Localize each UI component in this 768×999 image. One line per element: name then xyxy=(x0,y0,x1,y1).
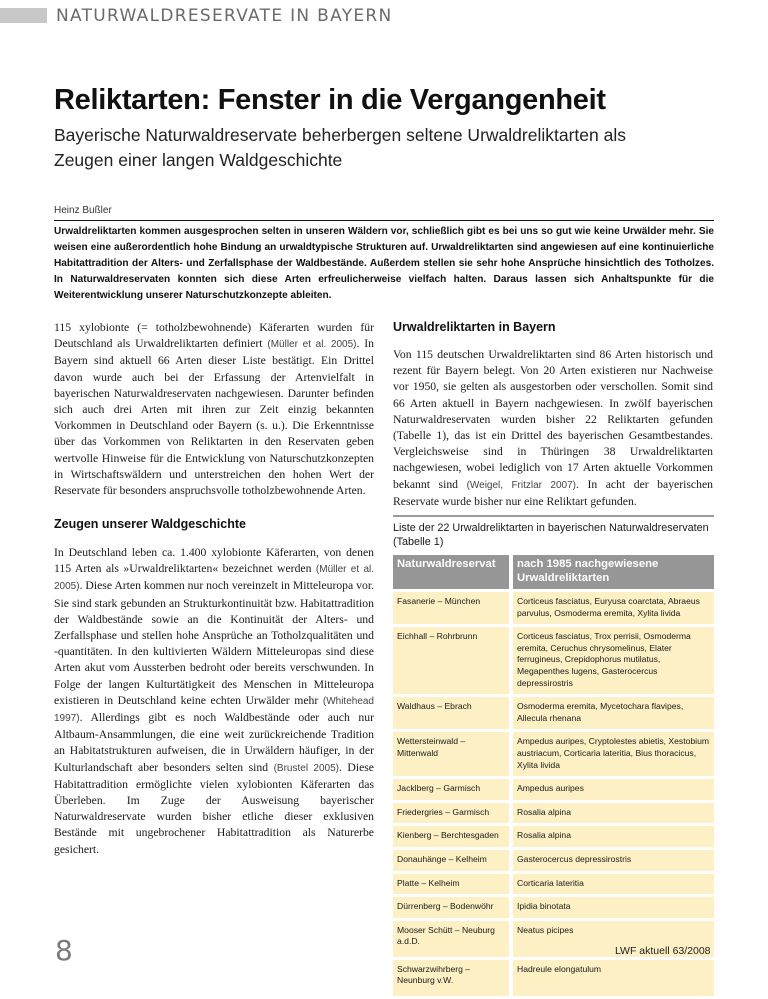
species-cell: Neatus picipes xyxy=(513,921,714,957)
reserve-cell: Jacklberg – Garmisch xyxy=(393,779,513,800)
author-name: Heinz Bußler xyxy=(54,205,112,216)
bayern-paragraph xyxy=(393,347,713,510)
reserve-cell: Friedergries – Garmisch xyxy=(393,803,513,824)
reserve-cell: Eichhall – Rohrbrunn xyxy=(393,627,513,694)
species-cell: Rosalia alpina xyxy=(513,803,714,824)
species-cell: Ampedus auripes, Cryptolestes abietis, Xestobium austriacum, Corticaria lateritia, Bius thoracicus, Xylita livida xyxy=(513,732,714,776)
relict-species-table-block xyxy=(393,515,714,999)
reserve-cell: Schwarzwihrberg – Neunburg v.W. xyxy=(393,960,513,996)
reserve-cell: Mooser Schütt – Neuburg a.d.D. xyxy=(393,921,513,957)
species-cell: Osmoderma eremita, Mycetochara flavipes, Allecula rhenana xyxy=(513,697,714,729)
table-row xyxy=(393,697,714,729)
intro-text-b: . In Bayern sind aktuell 66 Arten dieser Liste bestätigt. Ein Drittel davon wurde auch bei der Erfassung der Artenvielfalt in bayerischen Naturwaldreservaten nachgewiesen. Darunter befinden sich auch drei Arten mit ihren zur Zeit einzig bekannten Vorkommen in Deutschland oder Bayern (s. u.). Die Erkenntnisse über das Vorkommen von Reliktarten in den Reservaten geben wertvolle Hinweise für die Entwicklung von Naturschutzkonzepten in Wirtschaftswäldern und unterstreichen den hohen Wert der Reservate für besonders anspruchsvolle totholzbewohnende Arten. xyxy=(54,337,374,498)
section-heading-waldgeschichte: Zeugen unserer Waldgeschichte xyxy=(54,517,246,531)
body-text: . Diese Habitattradition ermöglichte vielen xylobionten Käferarten das Überleben. Im Zuge der Ausweisung bayerischer Naturwaldreservate wurden bisher etliche dieser exklusiven Bestände mit ungebrochener Habitattradition als Naturerbe gesichert. xyxy=(54,760,374,856)
publication-footer: LWF aktuell 63/2008 xyxy=(615,945,711,957)
page-number: 8 xyxy=(55,934,73,967)
body-text: In Deutschland leben ca. 1.400 xylobionte Käferarten, von denen 115 Arten als »Urwaldreliktarten« bezeichnet werden xyxy=(54,546,374,576)
table-row xyxy=(393,826,714,847)
article-title: Reliktarten: Fenster in die Vergangenheit xyxy=(54,84,606,116)
species-cell: Ampedus auripes xyxy=(513,779,714,800)
column-header-species: nach 1985 nachgewiesene Urwaldreliktarten xyxy=(513,555,714,589)
reserve-cell: Platte – Kelheim xyxy=(393,874,513,895)
table-row xyxy=(393,592,714,624)
citation: (Weigel, Fritzlar 2007) xyxy=(466,479,576,491)
header-decorative-bar xyxy=(0,8,47,23)
reserve-cell: Dürrenberg – Bodenwöhr xyxy=(393,897,513,918)
body-text: . Allerdings gibt es noch Waldbestände oder auch nur Altbaum-Ansammlungen, die eine weit zurückreichende Tradition an Habitatstrukturen aufweisen, die in Urwäldern häufiger, in der Kulturlandschaft aber besonders selten sind xyxy=(54,711,374,774)
species-cell: Corticeus fasciatus, Trox perrisii, Osmoderma eremita, Ceruchus chrysomelinus, Elater ferrugineus, Crepidophorus mutilatus, Megapenthes lugens, Gasterocercus depressirostris xyxy=(513,627,714,694)
article-subtitle: Bayerische Naturwaldreservate beherbergen seltene Urwaldreliktarten als Zeugen einer langen Waldgeschichte xyxy=(54,125,626,170)
section-heading-bayern: Urwaldreliktarten in Bayern xyxy=(393,320,556,334)
citation: (Brustel 2005) xyxy=(273,762,339,774)
intro-text-a: 115 xylobionte (= totholzbewohnende) Käferarten wurden für Deutschland als Urwaldreliktarten definiert xyxy=(54,321,374,351)
table-top-divider xyxy=(393,515,714,517)
table-row xyxy=(393,803,714,824)
citation: (Müller et al. 2005) xyxy=(267,339,357,351)
species-cell: Corticaria lateritia xyxy=(513,874,714,895)
body-text: . In acht der bayerischen Reservate wurde bisher nur eine Reliktart gefunden. xyxy=(393,477,713,508)
section-kicker: NATURWALDRESERVATE IN BAYERN xyxy=(56,6,393,26)
species-cell: Gasterocercus depressirostris xyxy=(513,850,714,871)
reserve-cell: Donauhänge – Kelheim xyxy=(393,850,513,871)
article-abstract: Urwaldreliktarten kommen ausgesprochen selten in unseren Wäldern vor, schließlich gibt es bei uns so gut wie keine Urwälder mehr. Sie weisen eine außerordentlich hohe Bindung an urwaldtypische Strukturen auf. Urwaldreliktarten sind angewiesen auf eine kontinuierliche Habitattradition der Alters- und Zerfallsphase der Waldbestände. Außerdem stellen sie sehr hohe Ansprüche hinsichtlich des Totholzes. In Naturwaldreservaten konnten sich diese Arten erfreulicherweise vielfach halten. Daraus lassen sich Anhaltspunkte für die Weiterentwicklung unserer Naturschutzkonzepte ableiten. xyxy=(54,226,714,301)
table-row xyxy=(393,874,714,895)
table-row xyxy=(393,960,714,996)
table-row xyxy=(393,732,714,776)
relict-species-table xyxy=(393,552,714,999)
species-cell: Hadreule elongatulum xyxy=(513,960,714,996)
table-row xyxy=(393,897,714,918)
table-row xyxy=(393,627,714,694)
reserve-cell: Wettersteinwald – Mittenwald xyxy=(393,732,513,776)
author-divider xyxy=(54,220,714,221)
body-text: . Diese Arten kommen nur noch vereinzelt in Mitteleuropa vor. Sie sind stark gebunden an Strukturkontinuität bzw. Habitattradition der Waldbestände sowie an die Kontinuität der Alters- und Zerfallsphase und stellen hohe Ansprüche an Totholzqualitäten und -quantitäten. In den kultivierten Wäldern Mitteleuropas sind diese Arten akut vom Aussterben bedroht oder bereits verschwunden. In Folge der langen Kulturtätigkeit des Menschen in Mitteleuropa existieren in Deutschland keine echten Urwälder mehr xyxy=(54,579,374,707)
species-cell: Ipidia binotata xyxy=(513,897,714,918)
body-text: Von 115 deutschen Urwaldreliktarten sind 86 Arten historisch und rezent für Bayern belegt. Von 20 Arten existieren nur Nachweise vor 1950, sie gelten als ausgestorben oder verschollen. Somit sind 66 Arten aktuell in Bayern nachgewiesen. In zwölf bayerischen Naturwaldreservaten wurden bisher 22 Reliktarten gefunden (Tabelle 1), das ist ein Drittel des bayerischen Gesamtbestandes. Vergleichsweise sind in Thüringen 38 Urwaldreliktarten nachgewiesen, wobei lediglich von 17 Arten aktuelle Vorkommen bekannt sind xyxy=(393,348,713,491)
table-row xyxy=(393,850,714,871)
reserve-cell: Kienberg – Berchtesgaden xyxy=(393,826,513,847)
species-cell: Corticeus fasciatus, Euryusa coarctata, Abraeus parvulus, Osmoderma eremita, Xylita livida xyxy=(513,592,714,624)
citation: (Whitehead 1997) xyxy=(54,695,374,725)
waldgeschichte-paragraph xyxy=(54,545,374,858)
reserve-cell: Fasanerie – München xyxy=(393,592,513,624)
citation: (Müller et al. 2005) xyxy=(54,564,375,593)
table-row xyxy=(393,779,714,800)
table-caption: Liste der 22 Urwaldreliktarten in bayerischen Naturwaldreservaten (Tabelle 1) xyxy=(393,522,709,548)
reserve-cell: Waldhaus – Ebrach xyxy=(393,697,513,729)
species-cell: Rosalia alpina xyxy=(513,826,714,847)
column-header-reserve: Naturwaldreservat xyxy=(393,555,513,589)
intro-paragraph xyxy=(54,320,374,499)
table-header-row xyxy=(393,555,714,589)
